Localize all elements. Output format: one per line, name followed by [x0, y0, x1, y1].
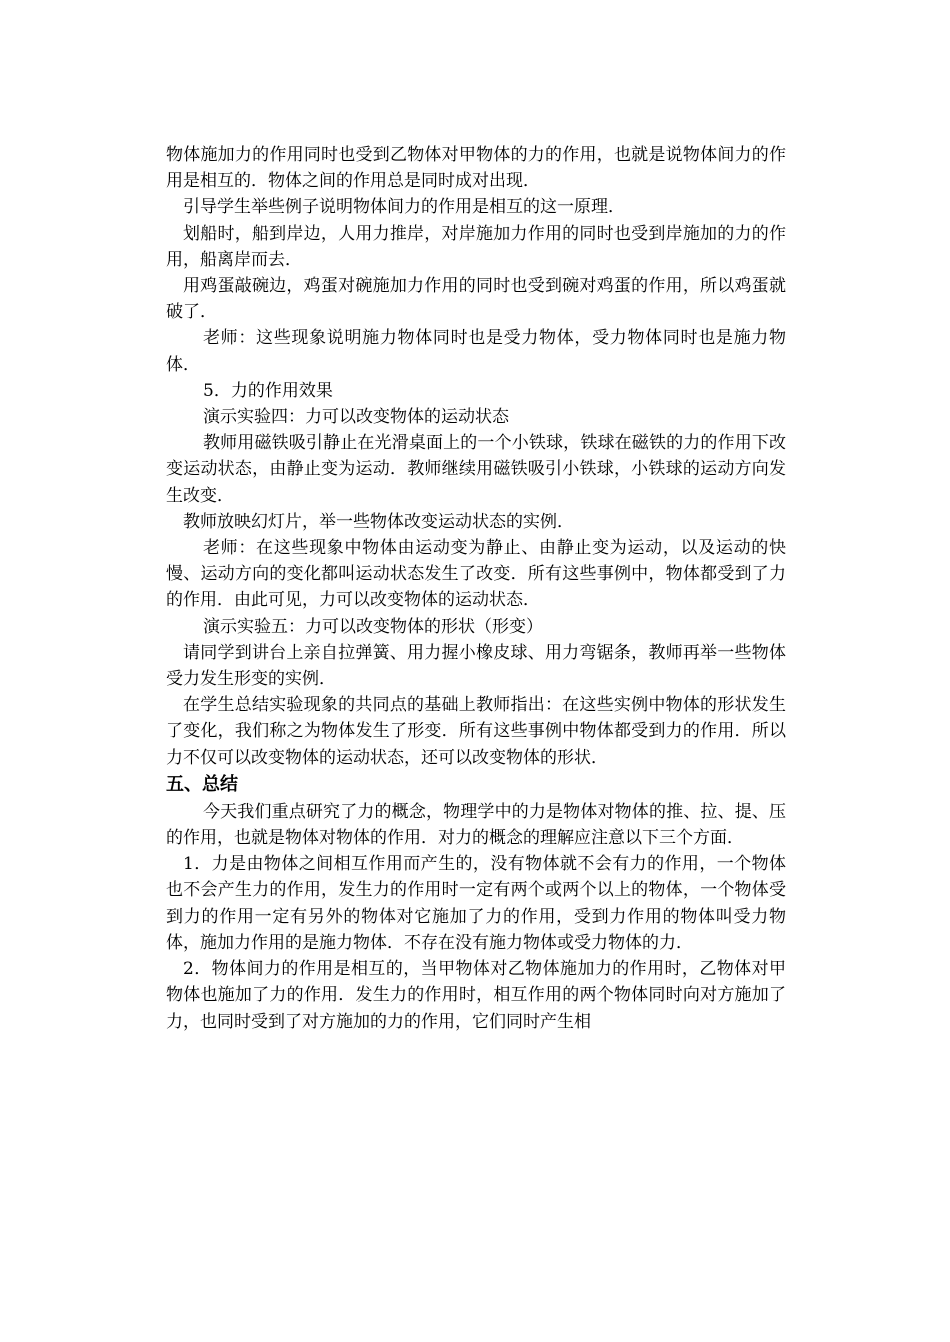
document-body: [166, 142, 786, 1035]
paragraph: 请同学到讲台上亲自拉弹簧、用力握小橡皮球、用力弯锯条，教师再举一些物体受力发生形变的实例．: [166, 642, 786, 690]
paragraph: 老师：在这些现象中物体由运动变为静止、由静止变为运动，以及运动的快慢、运动方向的变化都叫运动状态发生了改变．所有这些事例中，物体都受到了力的作用．由此可见，力可以改变物体的运动状态．: [166, 538, 786, 611]
paragraph: 老师：这些现象说明施力物体同时也是受力物体，受力物体同时也是施力物体．: [166, 328, 786, 375]
paragraph: 教师放映幻灯片，举一些物体改变运动状态的实例．: [183, 511, 574, 532]
experiment-title: 演示实验四：力可以改变物体的运动状态: [203, 407, 509, 428]
paragraph: 教师用磁铁吸引静止在光滑桌面上的一个小铁球，铁球在磁铁的力的作用下改变运动状态，由静止变为运动．教师继续用磁铁吸引小铁球，小铁球的运动方向发生改变．: [166, 433, 786, 506]
paragraph: 在学生总结实验现象的共同点的基础上教师指出：在这些实例中物体的形状发生了变化，我们称之为物体发生了形变．所有这些事例中物体都受到力的作用．所以力不仅可以改变物体的运动状态，还可以改变物体的形状．: [166, 695, 786, 768]
list-item: 2．物体间力的作用是相互的，当甲物体对乙物体施加力的作用时，乙物体对甲物体也施加了力的作用．发生力的作用时，相互作用的两个物体同时向对方施加了力，也同时受到了对方施加的力的作用，它们同时产生相: [166, 959, 786, 1032]
paragraph: 物体施加力的作用同时也受到乙物体对甲物体的力的作用，也就是说物体间力的作用是相互的．物体之间的作用总是同时成对出现．: [166, 145, 786, 192]
paragraph: 今天我们重点研究了力的概念，物理学中的力是物体对物体的推、拉、提、压的作用，也就是物体对物体的作用．对力的概念的理解应注意以下三个方面．: [166, 801, 786, 849]
paragraph: 引导学生举些例子说明物体间力的作用是相互的这一原理．: [183, 197, 625, 218]
subsection-title: 5．力的作用效果: [203, 380, 333, 401]
paragraph: 用鸡蛋敲碗边，鸡蛋对碗施加力作用的同时也受到碗对鸡蛋的作用，所以鸡蛋就破了．: [166, 276, 786, 323]
experiment-title: 演示实验五：力可以改变物体的形状（形变）: [203, 616, 543, 637]
section-heading: 五、总结: [166, 773, 238, 795]
paragraph: 划船时，船到岸边，人用力推岸，对岸施加力作用的同时也受到岸施加的力的作用，船离岸而去．: [166, 223, 786, 270]
list-item: 1．力是由物体之间相互作用而产生的，没有物体就不会有力的作用，一个物体也不会产生力的作用，发生力的作用时一定有两个或两个以上的物体，一个物体受到力的作用一定有另外的物体对它施加了力的作用，受到力作用的物体叫受力物体，施加力作用的是施力物体．不存在没有施力物体或受力物体的力．: [166, 854, 786, 953]
